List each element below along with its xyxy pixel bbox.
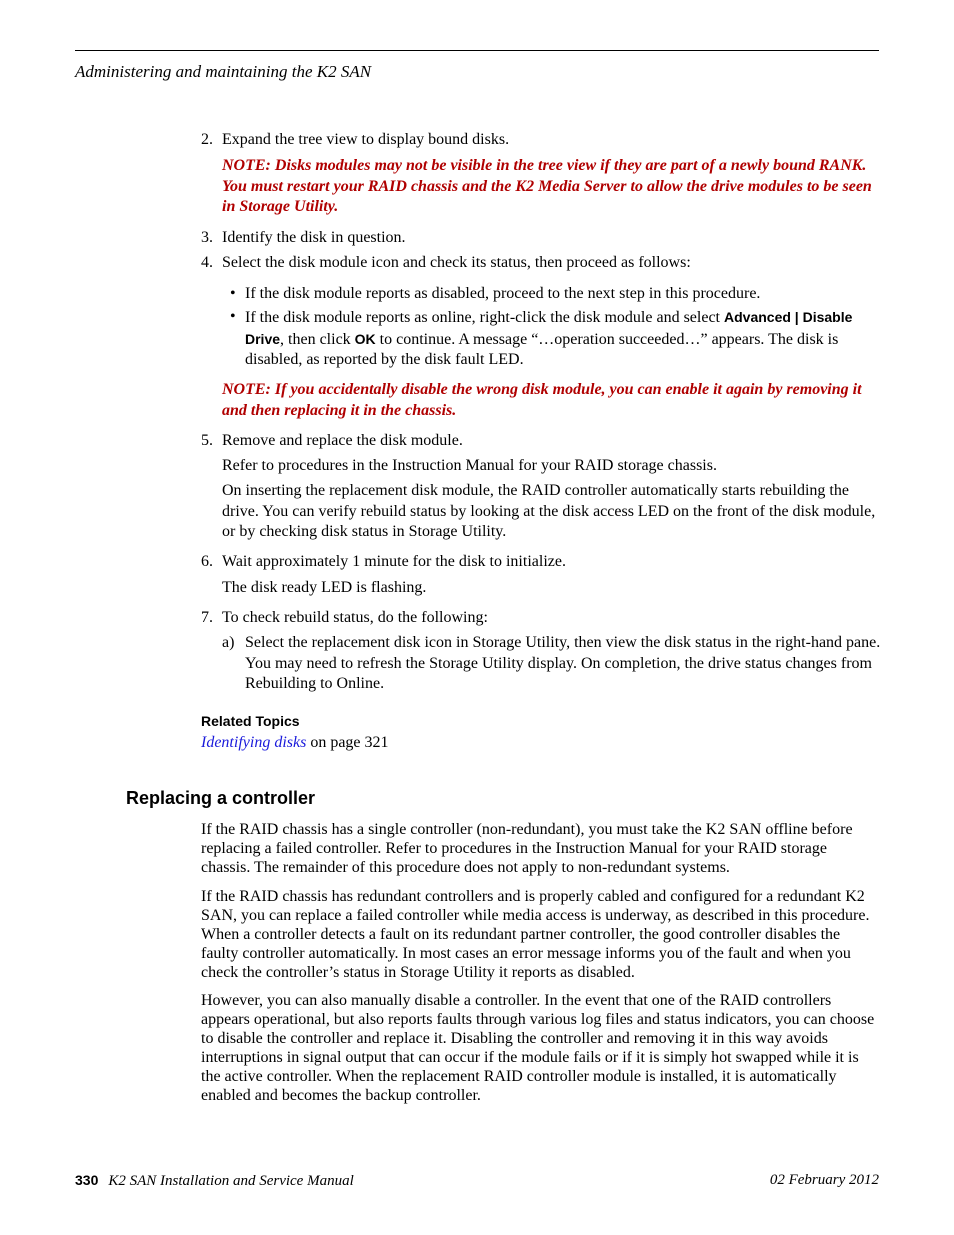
running-head-title: Administering and maintaining the K2 SAN <box>75 62 372 81</box>
step-5-para-1: Refer to procedures in the Instruction Manual for your RAID storage chassis. <box>222 457 717 474</box>
step-7-substep-a <box>222 633 882 695</box>
step-4 <box>201 253 691 274</box>
header-rule <box>75 50 879 51</box>
note-tree-view: NOTE: Disks modules may not be visible in the tree view if they are part of a newly bound RANK. You must restart your RAID chassis and the K2 Media Server to allow the drive modules to be seen in Storage Utility. <box>222 157 872 215</box>
step-5-para-2: On inserting the replacement disk module, the RAID controller automatically starts rebuilding the drive. You can verify rebuild status by looking at the disk access LED on the front of the disk module, or by checking disk status in Storage Utility. <box>222 482 876 540</box>
step-text: Identify the disk in question. <box>222 229 406 246</box>
menu-path-advanced-disable-drive: Advanced | Disable Drive <box>245 309 853 347</box>
step-number: 2. <box>201 131 213 148</box>
step-text: Expand the tree view to display bound disks. <box>222 131 510 148</box>
bullet-text <box>245 307 880 371</box>
step-number: 6. <box>201 553 213 570</box>
identifying-disks-link[interactable]: Identifying disks <box>201 734 307 751</box>
step-7 <box>201 608 488 629</box>
substep-label: a) <box>222 634 235 651</box>
bullet-text: If the disk module reports as disabled, proceed to the next step in this procedure. <box>245 285 761 302</box>
bullet-disabled <box>230 284 880 305</box>
step-number: 3. <box>201 229 213 246</box>
step-6-para-1: The disk ready LED is flashing. <box>222 579 427 596</box>
bullet-dot: • <box>230 308 236 325</box>
note-wrong-disk: NOTE: If you accidentally disable the wrong disk module, you can enable it again by removing it and then replacing it in the chassis. <box>222 381 862 419</box>
step-2 <box>201 130 509 151</box>
step-text: Remove and replace the disk module. <box>222 432 463 449</box>
section-para-2: If the RAID chassis has redundant controllers and is properly cabled and configured for a redundant K2 SAN, you can replace a failed controller while media access is underway, as described in this procedure. When a controller detects a fault on its redundant partner controller, the good controller disables the faulty controller automatically. In most cases an error message informs you of the fault and when you check the controller’s status in Storage Utility it reports as disabled. <box>201 888 870 981</box>
bullet-online <box>230 307 880 371</box>
page-number: 330 <box>75 1172 99 1188</box>
footer-left <box>75 1172 354 1190</box>
footer-date <box>770 1172 879 1189</box>
substep-text: Select the replacement disk icon in Storage Utility, then view the disk status in the right-hand pane. You may need to refresh the Storage Utility display. On completion, the drive status changes from Rebuilding to Online. <box>245 634 881 692</box>
section-para-3: However, you can also manually disable a controller. In the event that one of the RAID controllers appears operational, but also reports faults through various log files and status indicators, you can choose to disable the controller and replace it. Disabling the controller and removing it in this way avoids interruptions in signal output that can occur if the module fails or if it is simply hot swapped while it is the active controller. When the replacement RAID controller module is installed, it is automatically enabled and becomes the backup controller. <box>201 992 875 1104</box>
step-3 <box>201 228 406 249</box>
bullet-dot: • <box>230 285 236 302</box>
step-5 <box>201 431 463 452</box>
bullet-text-pre: If the disk module reports as online, right-click the disk module and select <box>245 309 724 326</box>
step-text: Select the disk module icon and check its status, then proceed as follows: <box>222 254 691 271</box>
step-6 <box>201 552 566 573</box>
section-title: Replacing a controller <box>126 788 316 808</box>
related-link-page-ref: on page 321 <box>306 734 389 751</box>
publication-date: 02 February 2012 <box>769 1172 879 1188</box>
step-number: 7. <box>201 609 213 626</box>
section-para-1: If the RAID chassis has a single controller (non-redundant), you must take the K2 SAN offline before replacing a failed controller. Refer to procedures in the Instruction Manual for your RAID storage chassis. The remainder of this procedure does not apply to non-redundant systems. <box>201 821 853 876</box>
manual-title: K2 SAN Installation and Service Manual <box>108 1173 354 1189</box>
step-number: 5. <box>201 432 213 449</box>
step-number: 4. <box>201 254 213 271</box>
ok-button-label: OK <box>354 330 376 347</box>
bullet-text-post: to continue. A message “…operation succeeded…” appears. The disk is disabled, as reported by the disk fault LED. <box>245 330 839 368</box>
related-topic-item <box>201 734 389 752</box>
step-text: Wait approximately 1 minute for the disk to initialize. <box>222 553 566 570</box>
step-text: To check rebuild status, do the following: <box>222 609 488 626</box>
bullet-text-mid: , then click <box>280 330 355 348</box>
related-topics-heading: Related Topics <box>201 713 300 729</box>
